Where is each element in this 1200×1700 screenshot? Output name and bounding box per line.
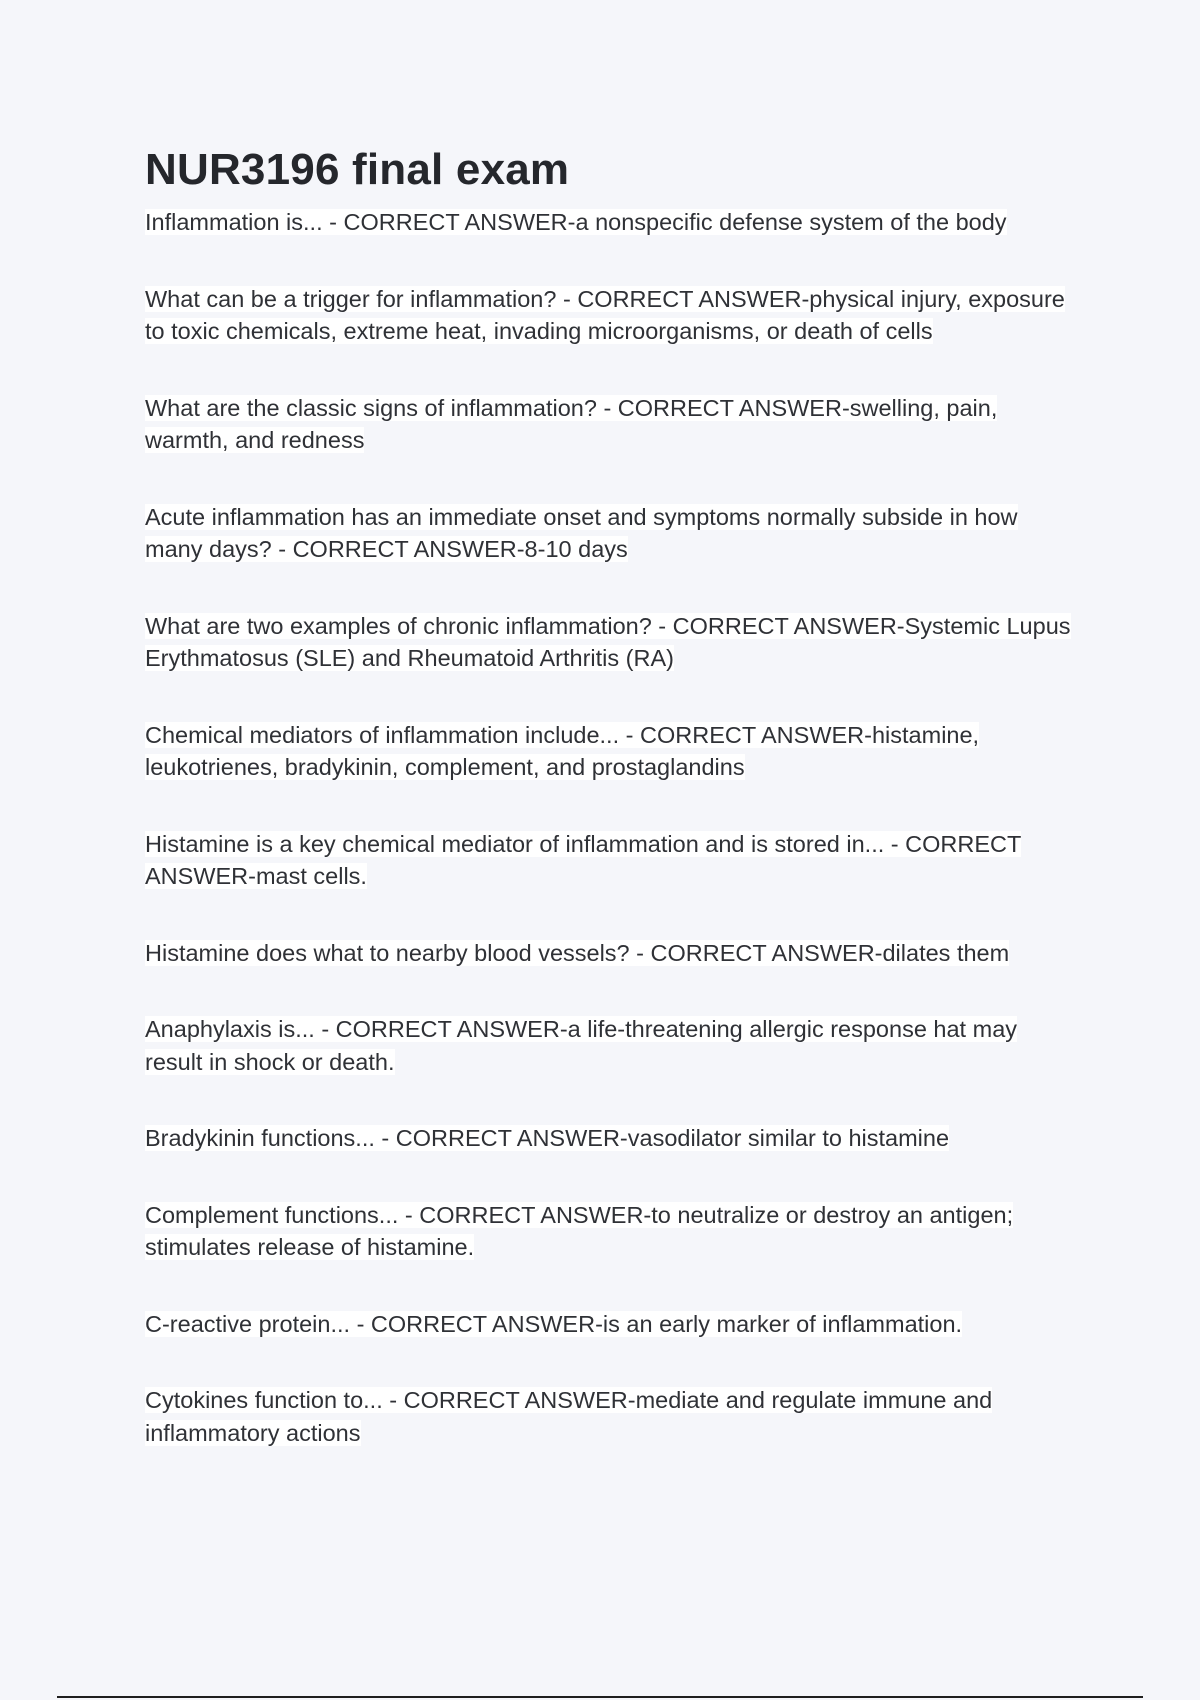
qa-item <box>145 1013 1075 1078</box>
qa-item <box>145 1122 1075 1155</box>
qa-text: What can be a trigger for inflammation? - CORRECT ANSWER-physical injury, exposure to toxic chemicals, extreme heat, invading microorganisms, or death of cells <box>145 285 1065 344</box>
qa-text: Cytokines function to... - CORRECT ANSWER-mediate and regulate immune and inflammatory actions <box>145 1387 993 1446</box>
qa-text: Anaphylaxis is... - CORRECT ANSWER-a life-threatening allergic response hat may result in shock or death. <box>145 1016 1018 1075</box>
qa-item <box>145 828 1075 893</box>
qa-item <box>145 1199 1075 1264</box>
page-title: NUR3196 final exam <box>145 145 570 194</box>
qa-item <box>145 610 1075 675</box>
qa-item <box>145 392 1075 457</box>
qa-item <box>145 283 1075 348</box>
qa-item <box>145 1308 1075 1341</box>
qa-text: Histamine does what to nearby blood vessels? - CORRECT ANSWER-dilates them <box>145 939 1010 966</box>
qa-text: Acute inflammation has an immediate onset and symptoms normally subside in how many days? - CORRECT ANSWER-8-10 days <box>145 503 1018 562</box>
qa-text: C-reactive protein... - CORRECT ANSWER-is an early marker of inflammation. <box>145 1310 963 1337</box>
page-bottom-rule <box>57 1696 1143 1698</box>
qa-item <box>145 501 1075 566</box>
qa-text: Histamine is a key chemical mediator of inflammation and is stored in... - CORRECT ANSWER-mast cells. <box>145 830 1022 889</box>
qa-text: Complement functions... - CORRECT ANSWER-to neutralize or destroy an antigen; stimulates release of histamine. <box>145 1201 1014 1260</box>
qa-item <box>145 719 1075 784</box>
qa-item <box>145 206 1075 239</box>
qa-text: Inflammation is... - CORRECT ANSWER-a nonspecific defense system of the body <box>145 209 1007 235</box>
qa-text: What are two examples of chronic inflammation? - CORRECT ANSWER-Systemic Lupus Erythmatosus (SLE) and Rheumatoid Arthritis (RA) <box>145 612 1071 671</box>
qa-item <box>145 1384 1075 1449</box>
qa-list <box>145 206 1075 1449</box>
document-content <box>145 140 1075 1493</box>
qa-text: What are the classic signs of inflammation? - CORRECT ANSWER-swelling, pain, warmth, and redness <box>145 394 998 453</box>
qa-item <box>145 937 1075 970</box>
qa-text: Chemical mediators of inflammation include... - CORRECT ANSWER-histamine, leukotrienes, bradykinin, complement, and prostaglandins <box>145 721 980 780</box>
qa-text: Bradykinin functions... - CORRECT ANSWER-vasodilator similar to histamine <box>145 1125 950 1151</box>
